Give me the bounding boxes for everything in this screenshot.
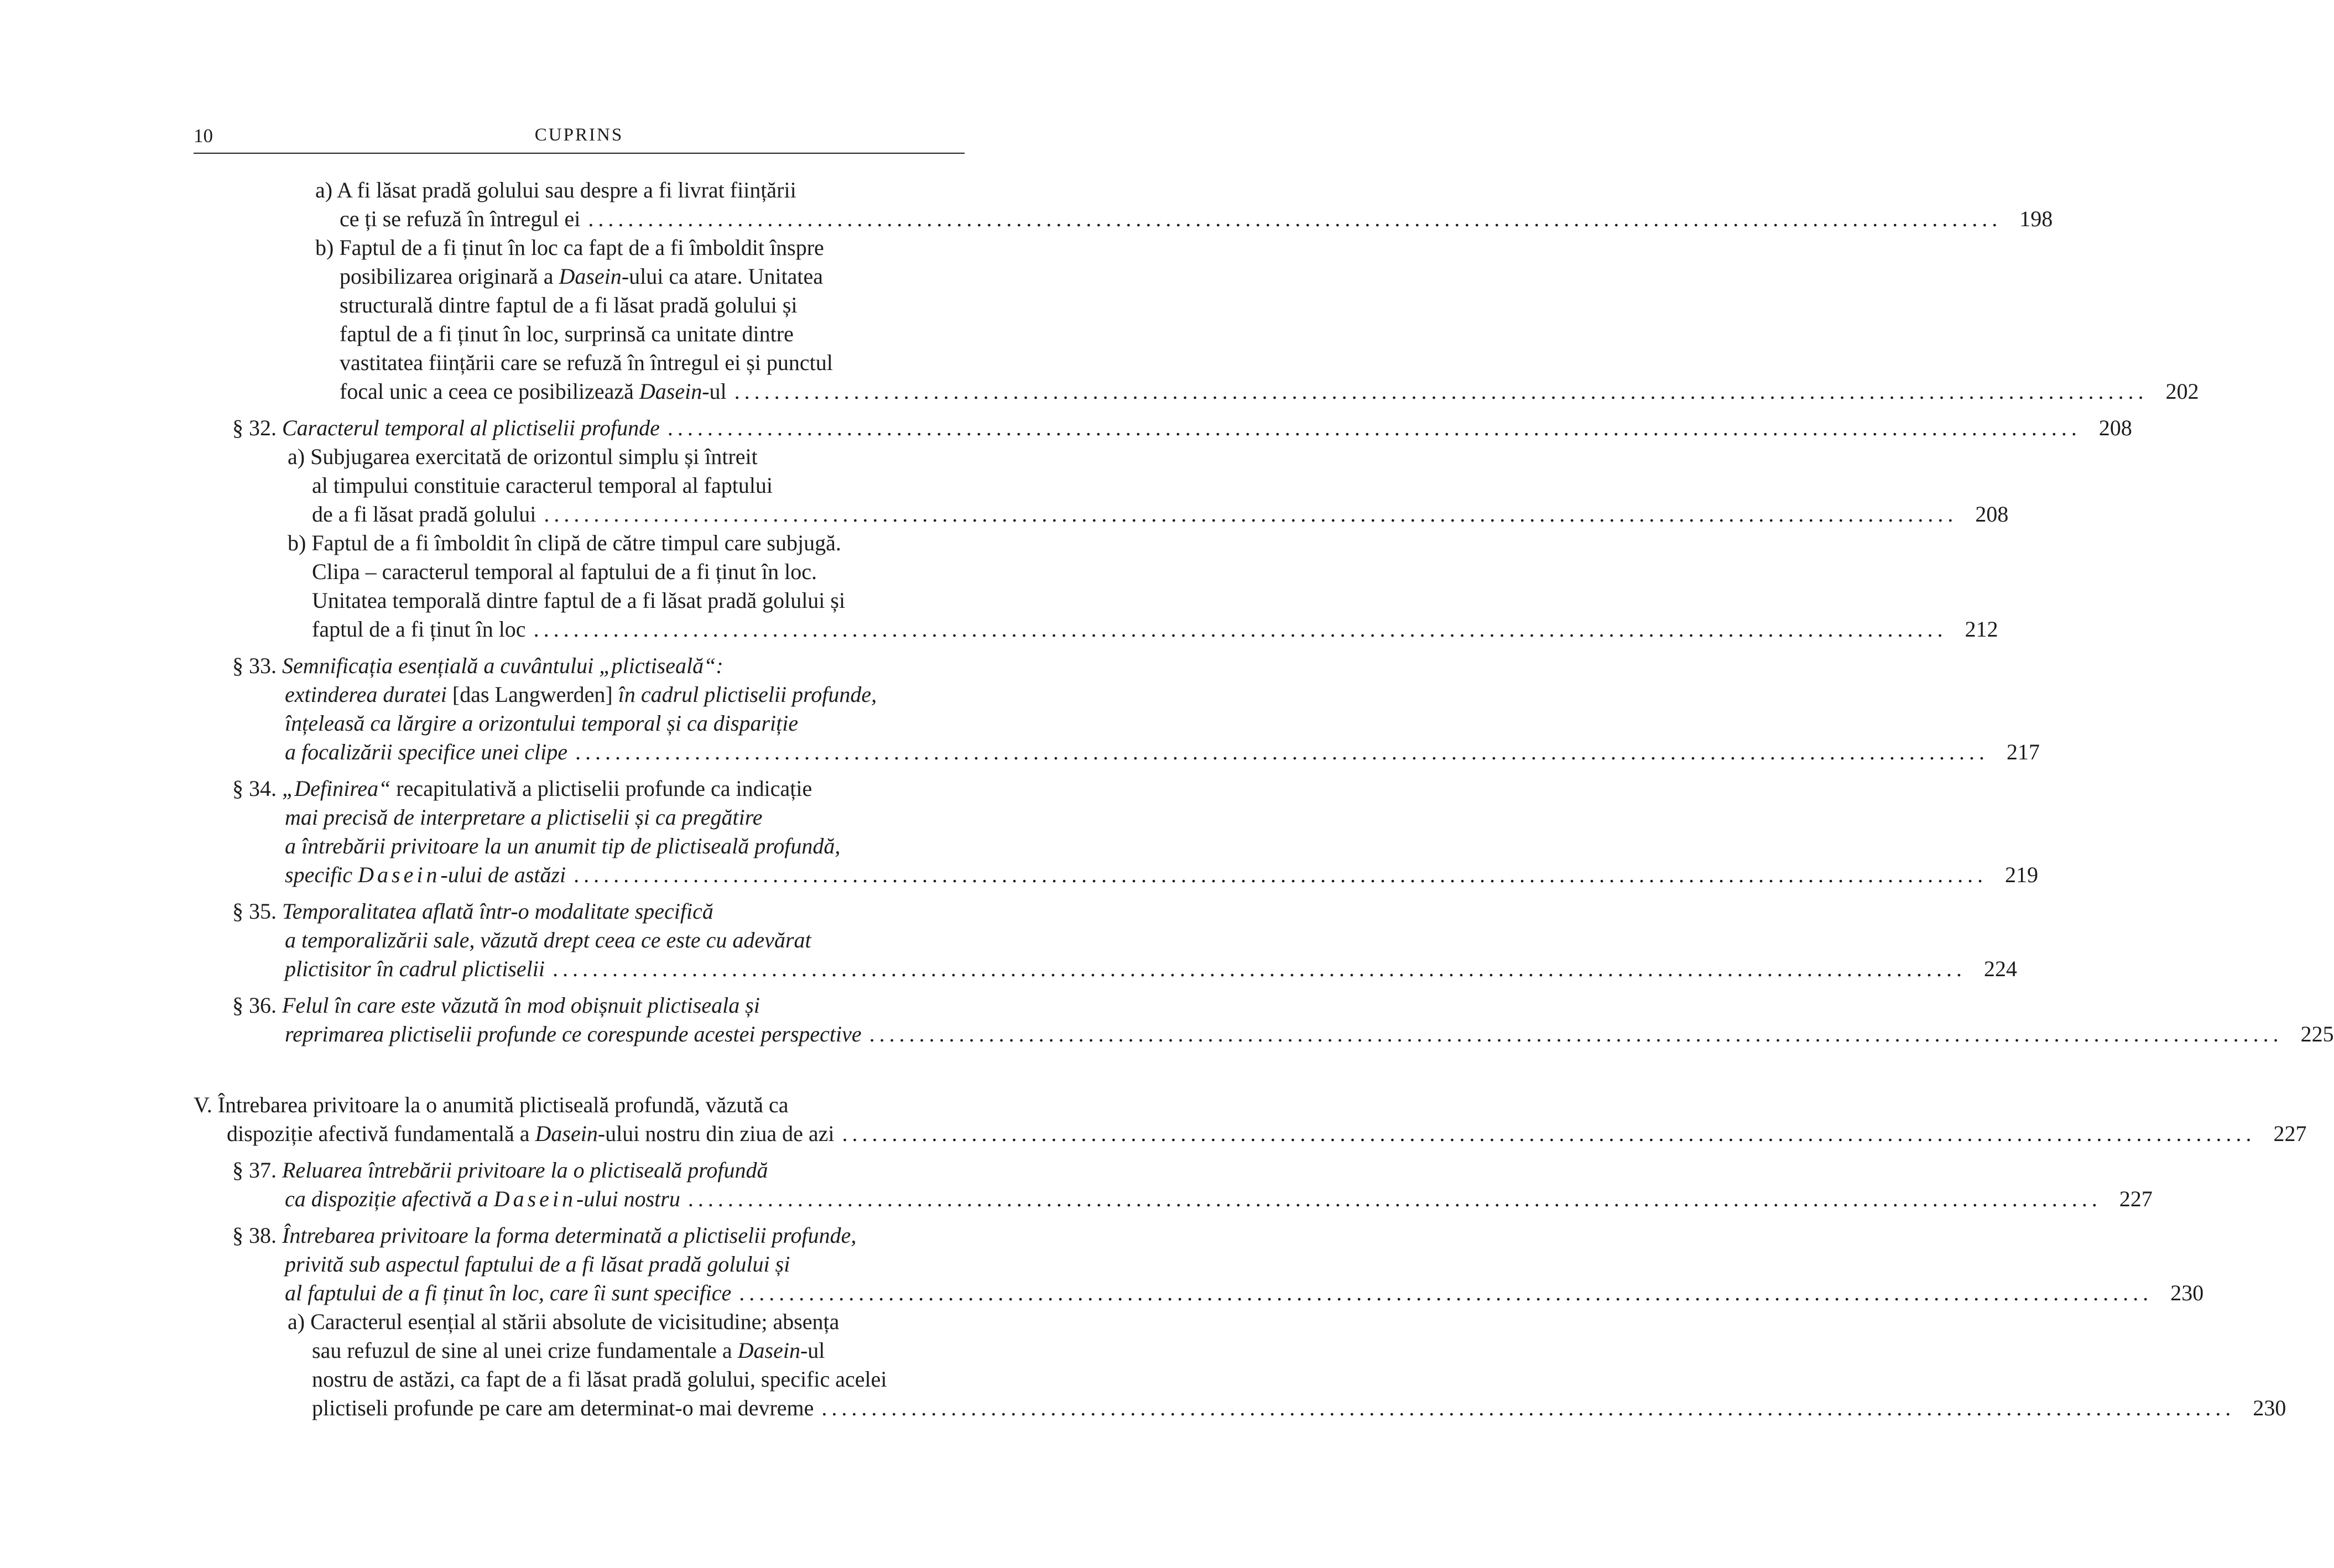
page-reference: 219: [2005, 862, 2039, 887]
entry-text: nostru de astăzi, ca fapt de a fi lăsat pradă golului, specific acelei: [312, 1367, 887, 1392]
entry-text: vastitatea ființării care se refuză în întregul ei și punctul: [340, 350, 833, 375]
entry-text: a) Subjugarea exercitată de orizontul simplu și întreit: [288, 444, 758, 469]
section-title: privită sub aspectul faptului de a fi lăsat pradă golului și: [285, 1252, 790, 1277]
section-title: -ului nostru: [576, 1186, 680, 1211]
dasein-term: Dasein: [493, 1186, 577, 1211]
toc-section-37: [194, 1156, 2153, 1213]
dot-leader: ..............................................................................................................................................: [544, 502, 1958, 527]
entry-text: al timpului constituie caracterul temporal al faptului: [312, 473, 773, 498]
dot-leader: ..............................................................................................................................................: [552, 956, 1966, 981]
entry-text: focal unic a ceea ce posibilizează: [340, 379, 639, 404]
entry-text: Unitatea temporală dintre faptul de a fi lăsat pradă golului și: [312, 588, 846, 613]
page-reference: 224: [1983, 956, 2017, 981]
entry-text: faptul de a fi ținut în loc: [312, 617, 526, 642]
section-title: ca dispoziție afectivă a: [285, 1186, 494, 1211]
toc-section-34: [194, 774, 2039, 889]
toc-section-33: [194, 652, 2040, 767]
entry-text: -ului ca atare. Unitatea: [621, 264, 824, 289]
entry-text: plictiseli profunde pe care am determinat-o mai devreme: [312, 1395, 814, 1420]
toc-chapter-5: [194, 1091, 2307, 1148]
toc-entry-b-imboldit: [194, 529, 1998, 644]
dasein-term: Dasein: [559, 264, 622, 289]
page-reference: 230: [2253, 1395, 2286, 1420]
section-number: § 37.: [232, 1158, 277, 1182]
dasein-term: Dasein: [358, 862, 441, 887]
dot-leader: ..............................................................................................................................................: [687, 1186, 2102, 1211]
entry-text: structurală dintre faptul de a fi lăsat pradă golului și: [340, 293, 798, 317]
chapter-title: -ului nostru din ziua de azi: [597, 1121, 835, 1146]
toc-section-32: [194, 414, 2132, 442]
dot-leader: ..............................................................................................................................................: [533, 617, 1947, 642]
section-title: recapitulativă a plictiselii profunde ca indicație: [390, 776, 812, 801]
entry-text: a) A fi lăsat pradă golului sau despre a fi livrat ființării: [315, 178, 796, 202]
page-reference: 217: [2006, 739, 2040, 764]
entry-text: a) Caracterul esențial al stării absolute de vicisitudine; absența: [288, 1309, 840, 1334]
section-title: Caracterul temporal al plictiselii profunde: [282, 415, 660, 440]
section-number: § 36.: [232, 993, 277, 1018]
toc-section-36: [194, 991, 2334, 1049]
toc-entry-a-subjugarea: [194, 442, 2009, 529]
entry-text: Clipa – caracterul temporal al faptului de a fi ținut în loc.: [312, 559, 817, 584]
page-reference: 227: [2119, 1186, 2153, 1211]
page-reference: 212: [1965, 617, 1998, 642]
section-number: § 34.: [232, 776, 277, 801]
toc-entry-a-golului: [194, 176, 2053, 233]
dot-leader: ..............................................................................................................................................: [734, 379, 2148, 404]
section-number: § 38.: [232, 1223, 277, 1248]
dasein-term: Dasein: [639, 379, 702, 404]
table-of-contents: [194, 176, 2334, 1423]
section-title: a temporalizării sale, văzută drept ceea ce este cu adevărat: [285, 928, 811, 952]
page-reference: 225: [2300, 1022, 2334, 1046]
german-term: [das Langwerden]: [452, 682, 613, 707]
entry-text: sau refuzul de sine al unei crize fundamentale a: [312, 1338, 738, 1363]
section-title: Felul în care este văzută în mod obișnuit plictiseala și: [282, 993, 760, 1018]
dot-leader: ..............................................................................................................................................: [574, 862, 1988, 887]
entry-text: b) Faptul de a fi îmboldit în clipă de către timpul care subjugă.: [288, 530, 841, 555]
section-title: Întrebarea privitoare la forma determinată a plictiselii profunde,: [282, 1223, 857, 1248]
entry-text: faptul de a fi ținut în loc, surprinsă ca unitate dintre: [340, 321, 794, 346]
dot-leader: ..............................................................................................................................................: [739, 1280, 2153, 1305]
section-title: specific: [285, 862, 358, 887]
page-number: 10: [194, 125, 213, 147]
entry-text: -ul: [800, 1338, 825, 1363]
section-number: § 35.: [232, 899, 277, 924]
dot-leader: ..............................................................................................................................................: [588, 206, 2002, 231]
entry-text: de a fi lăsat pradă golului: [312, 502, 536, 527]
entry-text: ce ți se refuză în întregul ei: [340, 206, 581, 231]
entry-text: posibilizarea originară a: [340, 264, 559, 289]
running-title: CUPRINS: [534, 125, 624, 145]
chapter-number: V.: [194, 1092, 212, 1117]
toc-entry-a-vicisitudine: [194, 1307, 2286, 1423]
section-title: Reluarea întrebării privitoare la o plictiseală profundă: [282, 1158, 768, 1182]
toc-section-35: [194, 897, 2017, 983]
section-title: Semnificația esențială a cuvântului „plictiseală“:: [282, 653, 723, 678]
dasein-term: Dasein: [737, 1338, 800, 1363]
section-number: § 33.: [232, 653, 277, 678]
section-title: Temporalitatea aflată într-o modalitate specifică: [282, 899, 713, 924]
chapter-title: Întrebarea privitoare la o anumită plictiseală profundă, văzută ca: [217, 1092, 789, 1117]
toc-entry-b-tinut-in-loc: [194, 233, 2199, 406]
section-title: plictisitor în cadrul plictiselii: [285, 956, 545, 981]
entry-text: b) Faptul de a fi ținut în loc ca fapt de a fi îmboldit înspre: [315, 235, 824, 260]
page-reference: 230: [2170, 1280, 2204, 1305]
dot-leader: ..............................................................................................................................................: [575, 739, 1989, 764]
dot-leader: ..............................................................................................................................................: [842, 1121, 2256, 1146]
section-title: în cadrul plictiselii profunde,: [612, 682, 877, 707]
toc-section-38: [194, 1221, 2204, 1307]
section-title: al faptului de a fi ținut în loc, care îi sunt specifice: [285, 1280, 732, 1305]
section-title: „Definirea“: [282, 776, 391, 801]
dot-leader: ..............................................................................................................................................: [821, 1395, 2236, 1420]
page-reference: 227: [2273, 1121, 2307, 1146]
section-title: a întrebării privitoare la un anumit tip de plictiseală profundă,: [285, 834, 841, 858]
section-title: extinderea duratei: [285, 682, 452, 707]
page-reference: 208: [2098, 415, 2132, 440]
section-title: înțeleasă ca lărgire a orizontului temporal și ca dispariție: [285, 711, 799, 736]
dot-leader: ..............................................................................................................................................: [667, 415, 2081, 440]
section-title: -ului de astăzi: [440, 862, 566, 887]
section-title: mai precisă de interpretare a plictiselii și ca pregătire: [285, 805, 763, 830]
page-header: [194, 123, 965, 154]
section-title: a focalizării specifice unei clipe: [285, 739, 567, 764]
dasein-term: Dasein: [535, 1121, 598, 1146]
page-reference: 202: [2165, 379, 2199, 404]
page-reference: 208: [1975, 502, 2009, 527]
section-number: § 32.: [232, 415, 277, 440]
entry-text: -ul: [702, 379, 727, 404]
chapter-title: dispoziție afectivă fundamentală a: [227, 1121, 535, 1146]
page-reference: 198: [2019, 206, 2053, 231]
dot-leader: ..............................................................................................................................................: [869, 1022, 2283, 1046]
section-title: reprimarea plictiselii profunde ce corespunde acestei perspective: [285, 1022, 862, 1046]
